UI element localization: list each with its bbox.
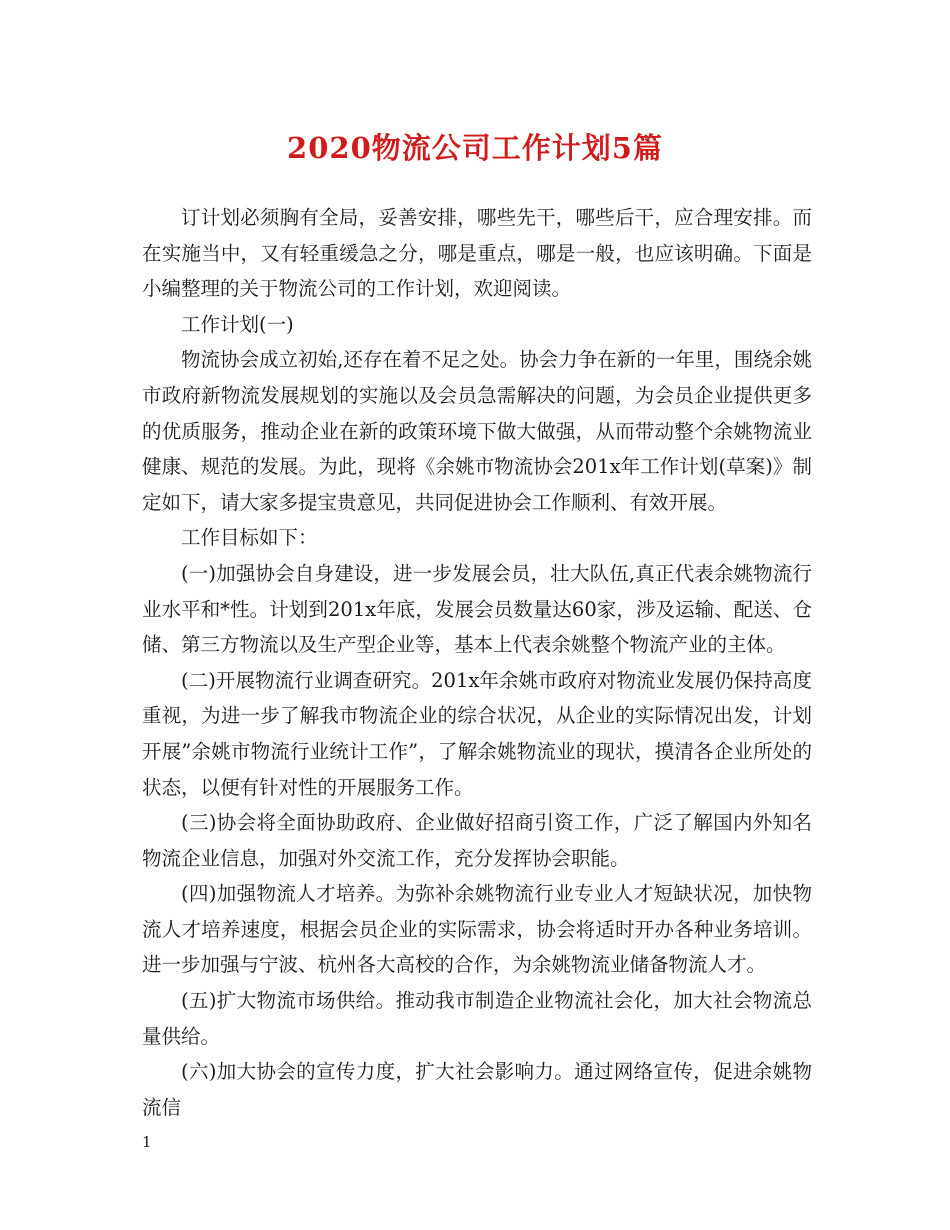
document-title: 2020物流公司工作计划5篇 xyxy=(287,131,663,165)
goal-item-4: (四)加强物流人才培养。为弥补余姚物流行业专业人才短缺状况，加快物流人才培养速度，根据会员企业的实际需求，协会将适时开办各种业务培训。进一步加强与宁波、杭州各大高校的合作，为余姚物流业储备物流人才。 xyxy=(142,882,812,977)
document-body xyxy=(142,200,812,1125)
section-heading-plan-1: 工作计划(一) xyxy=(181,312,294,336)
goal-item-2: (二)开展物流行业调查研究。201x年余姚市政府对物流业发展仍保持高度重视，为进一步了解我市物流企业的综合状况，从企业的实际情况出发，计划开展”余姚市物流行业统计工作”，了解余姚物流业的现状，摸清各企业所处的状态，以便有针对性的开展服务工作。 xyxy=(142,668,812,799)
goal-item-3: (三)协会将全面协助政府、企业做好招商引资工作，广泛了解国内外知名物流企业信息，加强对外交流工作，充分发挥协会职能。 xyxy=(142,811,812,870)
goal-item-6: (六)加大协会的宣传力度，扩大社会影响力。通过网络宣传，促进余姚物流信 xyxy=(142,1060,812,1119)
intro-paragraph: 订计划必须胸有全局，妥善安排，哪些先干，哪些后干，应合理安排。而在实施当中，又有轻重缓急之分，哪是重点，哪是一般，也应该明确。下面是小编整理的关于物流公司的工作计划，欢迎阅读。 xyxy=(142,206,812,301)
section-heading-goals: 工作目标如下： xyxy=(181,526,318,550)
goal-item-5: (五)扩大物流市场供给。推动我市制造企业物流社会化，加大社会物流总量供给。 xyxy=(142,989,812,1048)
body-paragraph: 物流协会成立初始,还存在着不足之处。协会力争在新的一年里，围绕余姚市政府新物流发展规划的实施以及会员急需解决的问题，为会员企业提供更多的优质服务，推动企业在新的政策环境下做大做强，从而带动整个余姚物流业健康、规范的发展。为此，现将《余姚市物流协会201x年工作计划(草案)》制定如下，请大家多提宝贵意见，共同促进协会工作顺利、有效开展。 xyxy=(142,348,812,514)
goal-item-1: (一)加强协会自身建设，进一步发展会员，壮大队伍,真正代表余姚物流行业水平和*性。计划到201x年底，发展会员数量达60家，涉及运输、配送、仓储、第三方物流以及生产型企业等，基本上代表余姚整个物流产业的主体。 xyxy=(142,561,812,657)
page-number: 1 xyxy=(142,1133,152,1151)
